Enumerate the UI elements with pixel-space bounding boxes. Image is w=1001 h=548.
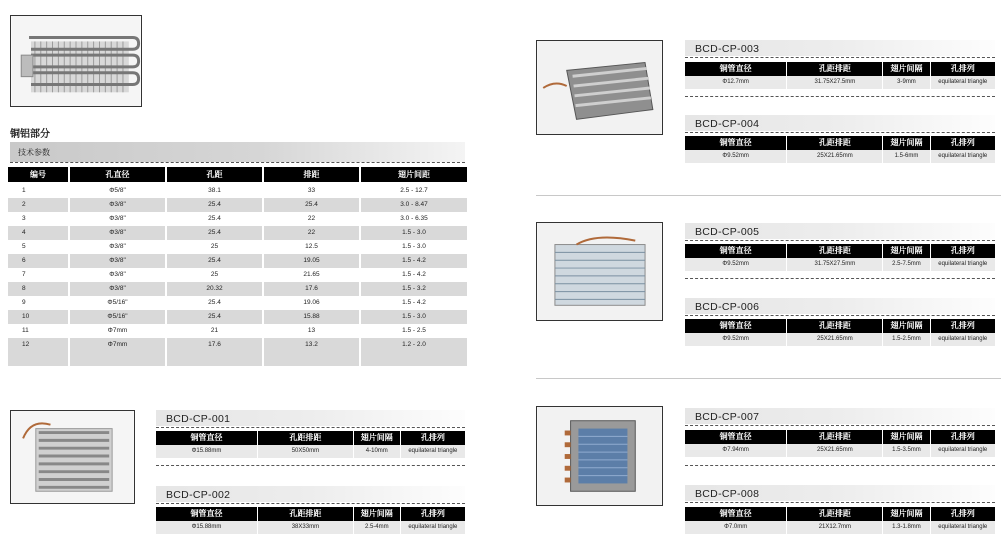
model-title-cp-006: BCD-CP-006 (685, 298, 995, 314)
table-row (8, 338, 467, 352)
cell-pitch: 21X12.7mm (787, 521, 882, 534)
table-row (8, 226, 467, 240)
col-header-tube-diameter: 铜管直径 (156, 431, 257, 445)
table-row (8, 254, 467, 268)
cell-pitch: 31.75X27.5mm (787, 76, 882, 89)
cell-fin-spacing: 1.5 - 2.5 (402, 327, 426, 334)
specs-body (8, 184, 467, 366)
cell-number: 7 (22, 271, 26, 278)
model-header-row (156, 431, 465, 445)
cell-pitch: 50X50mm (258, 445, 353, 458)
cell-fin-spacing: 1.5 - 4.2 (402, 271, 426, 278)
model-table-cp-003 (684, 62, 996, 89)
cell-tube-diameter: Φ9.52mm (685, 150, 786, 163)
cell-fin-spacing: 2.5-7.5mm (883, 258, 929, 271)
divider (685, 96, 995, 97)
model-title-cp-007: BCD-CP-007 (685, 408, 995, 424)
cell-pitch: 25X21.65mm (787, 333, 882, 346)
product-photo-cp-001 (10, 410, 135, 504)
model-title-cp-005: BCD-CP-005 (685, 223, 995, 239)
cell-arrangement: equilateral triangle (401, 521, 465, 534)
col-header-tube-diameter: 铜管直径 (156, 507, 257, 521)
cell-hole-pitch: 25.4 (167, 310, 262, 324)
cell-hole-diameter: Φ7mm (107, 327, 128, 334)
cell-hole-diameter: Φ5/8" (109, 187, 126, 194)
model-title-cp-003: BCD-CP-003 (685, 40, 995, 56)
empty-cell (361, 352, 467, 366)
model-table-cp-004 (684, 136, 996, 163)
cell-arrangement: equilateral triangle (931, 444, 996, 457)
col-header-arrangement: 孔排列 (401, 431, 465, 445)
divider (156, 465, 465, 466)
cell-fin-spacing: 3.0 - 6.35 (400, 215, 428, 222)
model-value-row (685, 333, 995, 346)
cell-hole-diameter: Φ5/16" (70, 310, 165, 324)
cell-fin-spacing: 2.5-4mm (354, 521, 400, 534)
cell-row-pitch: 25.4 (264, 198, 359, 212)
cell-hole-pitch: 20.32 (167, 282, 262, 296)
cell-hole-pitch: 25 (210, 271, 219, 278)
col-header-pitch: 孔距排距 (787, 136, 882, 150)
table-row (8, 240, 467, 254)
col-header-arrangement: 孔排列 (931, 430, 996, 444)
empty-cell (264, 352, 359, 366)
col-header-fin-spacing: 翅片间隔 (354, 431, 400, 445)
specs-header-row (8, 167, 467, 182)
col-header-tube-diameter: 铜管直径 (685, 507, 786, 521)
cell-hole-diameter: Φ7mm (70, 338, 165, 352)
cell-row-pitch: 13 (307, 327, 316, 334)
divider (685, 132, 995, 133)
col-header-hole-pitch: 孔距 (167, 167, 262, 182)
col-header-fin-spacing: 翅片间隔 (883, 244, 929, 258)
cell-hole-pitch: 25.4 (167, 226, 262, 240)
cell-number: 6 (8, 254, 68, 268)
model-header-row (685, 244, 995, 258)
model-header-row (685, 430, 995, 444)
table-row (8, 296, 467, 310)
divider (685, 57, 995, 58)
model-title-cp-004: BCD-CP-004 (685, 115, 995, 131)
cell-number: 9 (22, 299, 26, 306)
tech-params-band (10, 142, 465, 162)
cell-number: 12 (8, 338, 68, 352)
col-header-arrangement: 孔排列 (931, 507, 996, 521)
cell-row-pitch: 21.65 (303, 271, 320, 278)
cell-fin-spacing: 1.5 - 3.2 (361, 282, 467, 296)
col-header-pitch: 孔距排距 (787, 62, 882, 76)
cell-hole-diameter: Φ5/16" (107, 299, 128, 306)
model-header-row (685, 319, 995, 333)
col-header-arrangement: 孔排列 (931, 62, 996, 76)
model-header-row (156, 507, 465, 521)
product-photo-main (10, 15, 142, 107)
model-table-cp-001 (155, 431, 466, 458)
cell-hole-diameter: Φ3/8" (70, 226, 165, 240)
col-header-fin-spacing: 翅片间隔 (883, 319, 929, 333)
cell-hole-diameter: Φ3/8" (70, 254, 165, 268)
cell-fin-spacing: 1.2 - 2.0 (361, 338, 467, 352)
cell-fin-spacing: 1.5-3.5mm (883, 444, 929, 457)
cell-tube-diameter: Φ15.88mm (156, 521, 257, 534)
cell-number: 2 (8, 198, 68, 212)
cell-arrangement: equilateral triangle (931, 76, 996, 89)
cell-pitch: 25X21.65mm (787, 444, 882, 457)
cell-pitch: 38X33mm (258, 521, 353, 534)
table-row (8, 310, 467, 324)
cell-arrangement: equilateral triangle (931, 333, 996, 346)
col-header-number: 编号 (8, 167, 68, 182)
cell-tube-diameter: Φ12.7mm (685, 76, 786, 89)
cell-arrangement: equilateral triangle (931, 258, 996, 271)
section-title: 铜铝部分 (10, 129, 50, 140)
model-header-row (685, 62, 995, 76)
col-header-tube-diameter: 铜管直径 (685, 430, 786, 444)
col-header-tube-diameter: 铜管直径 (685, 319, 786, 333)
cell-fin-spacing: 1.5 - 3.0 (361, 226, 467, 240)
cell-row-pitch: 15.88 (264, 310, 359, 324)
model-header-row (685, 136, 995, 150)
cell-pitch: 25X21.65mm (787, 150, 882, 163)
col-header-tube-diameter: 铜管直径 (685, 136, 786, 150)
cell-tube-diameter: Φ9.52mm (685, 258, 786, 271)
col-header-hole-diameter: 孔直径 (70, 167, 165, 182)
cell-fin-spacing: 1.5 - 4.2 (361, 254, 467, 268)
divider (685, 278, 995, 279)
cell-hole-pitch: 25.4 (208, 215, 221, 222)
table-row-empty (8, 352, 467, 366)
cell-number: 1 (22, 187, 26, 194)
cell-row-pitch: 33 (307, 187, 316, 194)
col-header-fin-spacing: 翅片间隔 (883, 507, 929, 521)
col-header-fin-spacing: 翅片间隔 (883, 62, 929, 76)
section-divider (536, 195, 1001, 196)
tech-params-label: 技术参数 (18, 148, 50, 157)
cell-number: 5 (22, 243, 26, 250)
cell-hole-pitch: 25.4 (167, 198, 262, 212)
model-title-cp-001: BCD-CP-001 (156, 410, 465, 426)
cell-fin-spacing: 1.5 - 4.2 (402, 299, 426, 306)
cell-fin-spacing: 1.3-1.8mm (883, 521, 929, 534)
col-header-fin-spacing: 翅片间隔 (883, 136, 929, 150)
model-value-row (685, 444, 995, 457)
col-header-arrangement: 孔排列 (931, 319, 996, 333)
cell-row-pitch: 12.5 (305, 243, 318, 250)
product-photo-cp-003 (536, 40, 663, 135)
model-value-row (156, 521, 465, 534)
cell-number: 11 (22, 327, 29, 334)
divider (156, 427, 465, 428)
model-value-row (156, 445, 465, 458)
cell-hole-pitch: 21 (210, 327, 219, 334)
cell-hole-diameter: Φ3/8" (109, 271, 126, 278)
cell-row-pitch: 17.6 (264, 282, 359, 296)
model-value-row (685, 258, 995, 271)
table-row (8, 198, 467, 212)
cell-number: 4 (8, 226, 68, 240)
table-row (8, 268, 467, 282)
cell-hole-pitch: 17.6 (167, 338, 262, 352)
empty-cell (70, 352, 165, 366)
cell-fin-spacing: 4-10mm (354, 445, 400, 458)
cell-fin-spacing: 1.5-2.5mm (883, 333, 929, 346)
cell-row-pitch: 22 (264, 226, 359, 240)
divider (685, 502, 995, 503)
product-photo-cp-007 (536, 406, 663, 506)
cell-hole-pitch: 38.1 (208, 187, 221, 194)
cell-hole-diameter: Φ3/8" (70, 282, 165, 296)
cell-hole-diameter: Φ3/8" (70, 198, 165, 212)
model-header-row (685, 507, 995, 521)
model-table-cp-002 (155, 507, 466, 534)
cell-row-pitch: 13.2 (264, 338, 359, 352)
col-header-arrangement: 孔排列 (401, 507, 465, 521)
model-title-cp-002: BCD-CP-002 (156, 486, 465, 502)
cell-tube-diameter: Φ7.94mm (685, 444, 786, 457)
cell-pitch: 31.75X27.5mm (787, 258, 882, 271)
cell-hole-pitch: 25.4 (208, 299, 221, 306)
cell-hole-diameter: Φ3/8" (109, 215, 126, 222)
col-header-pitch: 孔距排距 (258, 507, 353, 521)
divider (685, 465, 995, 466)
cell-number: 10 (8, 310, 68, 324)
table-row (8, 212, 467, 226)
cell-fin-spacing: 3.0 - 8.47 (361, 198, 467, 212)
cell-fin-spacing: 1.5-6mm (883, 150, 929, 163)
cell-tube-diameter: Φ15.88mm (156, 445, 257, 458)
model-table-cp-008 (684, 507, 996, 534)
col-header-pitch: 孔距排距 (787, 507, 882, 521)
col-header-arrangement: 孔排列 (931, 244, 996, 258)
col-header-row-pitch: 排距 (264, 167, 359, 182)
divider (685, 240, 995, 241)
divider (10, 162, 465, 163)
cell-arrangement: equilateral triangle (401, 445, 465, 458)
cell-tube-diameter: Φ9.52mm (685, 333, 786, 346)
model-table-cp-005 (684, 244, 996, 271)
product-photo-cp-005 (536, 222, 663, 321)
cell-fin-spacing: 1.5 - 3.0 (361, 310, 467, 324)
model-value-row (685, 521, 995, 534)
cell-hole-diameter: Φ3/8" (109, 243, 126, 250)
cell-number: 3 (22, 215, 26, 222)
empty-cell (167, 352, 262, 366)
cell-fin-spacing: 1.5 - 3.0 (402, 243, 426, 250)
table-row (8, 184, 467, 198)
divider (685, 425, 995, 426)
col-header-fin-spacing: 翅片间隔 (354, 507, 400, 521)
cell-row-pitch: 22 (307, 215, 316, 222)
cell-row-pitch: 19.05 (264, 254, 359, 268)
cell-hole-pitch: 25 (210, 243, 219, 250)
cell-fin-spacing: 3-9mm (883, 76, 929, 89)
table-row (8, 282, 467, 296)
col-header-tube-diameter: 铜管直径 (685, 244, 786, 258)
cell-arrangement: equilateral triangle (931, 150, 996, 163)
cell-tube-diameter: Φ7.0mm (685, 521, 786, 534)
cell-arrangement: equilateral triangle (931, 521, 996, 534)
col-header-pitch: 孔距排距 (787, 244, 882, 258)
col-header-tube-diameter: 铜管直径 (685, 62, 786, 76)
cell-number: 8 (8, 282, 68, 296)
cell-row-pitch: 19.06 (303, 299, 320, 306)
col-header-arrangement: 孔排列 (931, 136, 996, 150)
cell-fin-spacing: 2.5 - 12.7 (400, 187, 428, 194)
model-value-row (685, 76, 995, 89)
model-table-cp-006 (684, 319, 996, 346)
section-divider (536, 378, 1001, 379)
col-header-fin-spacing: 翅片间距 (361, 167, 467, 182)
col-header-fin-spacing: 翅片间隔 (883, 430, 929, 444)
divider (685, 315, 995, 316)
model-value-row (685, 150, 995, 163)
specs-table (6, 167, 469, 366)
col-header-pitch: 孔距排距 (258, 431, 353, 445)
cell-hole-pitch: 25.4 (167, 254, 262, 268)
model-table-cp-007 (684, 430, 996, 457)
table-row (8, 324, 467, 338)
col-header-pitch: 孔距排距 (787, 430, 882, 444)
col-header-pitch: 孔距排距 (787, 319, 882, 333)
divider (156, 503, 465, 504)
empty-cell (8, 352, 68, 366)
model-title-cp-008: BCD-CP-008 (685, 485, 995, 501)
